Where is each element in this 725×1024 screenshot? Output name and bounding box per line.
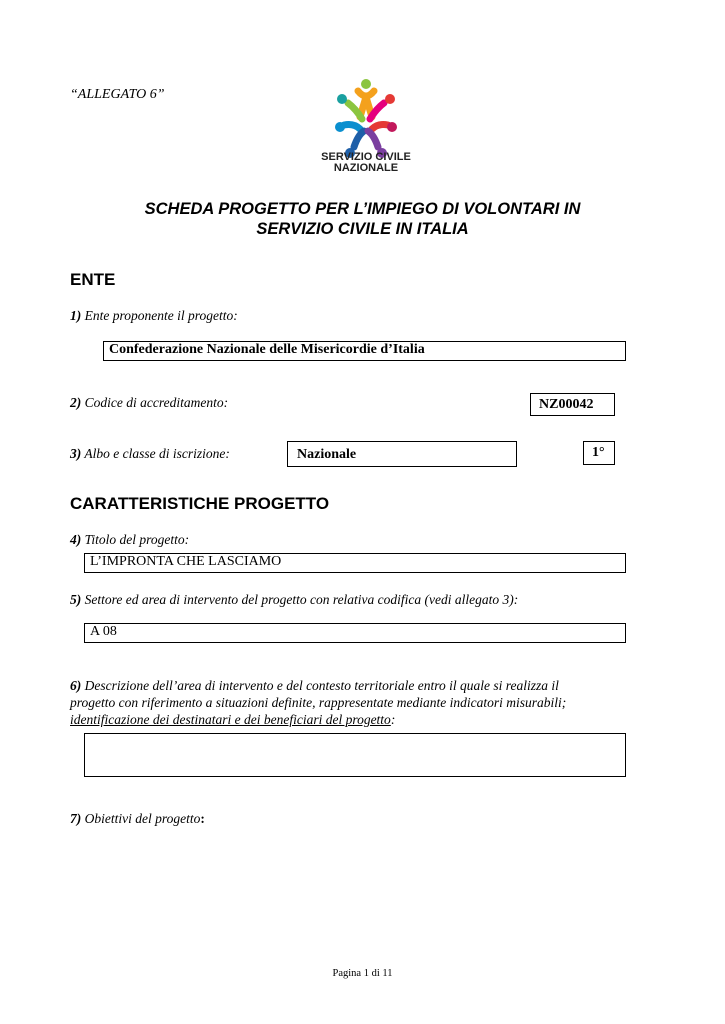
question-label: Albo e classe di iscrizione: (84, 446, 230, 461)
titolo-progetto-value: L’IMPRONTA CHE LASCIAMO (90, 554, 282, 569)
question-1 (70, 308, 238, 324)
question-label-line3: identificazione dei destinatari e dei beneficiari del progetto (70, 712, 391, 727)
question-number: 7) (70, 811, 82, 826)
classe-value: 1° (592, 445, 605, 460)
codice-accreditamento-value: NZ00042 (539, 397, 594, 412)
question-label: Ente proponente il progetto: (84, 308, 238, 323)
section-heading-ente: ENTE (70, 270, 116, 289)
logo-text-line2: NAZIONALE (333, 162, 399, 174)
settore-area-field[interactable] (84, 623, 626, 643)
question-label-suffix: : (390, 712, 396, 727)
question-number: 6) (70, 678, 82, 693)
page-title-line2: SERVIZIO CIVILE IN ITALIA (256, 220, 469, 238)
descrizione-area-field[interactable] (84, 733, 626, 777)
question-number: 5) (70, 592, 82, 607)
section-heading-caratteristiche: CARATTERISTICHE PROGETTO (70, 494, 330, 513)
question-6 (70, 677, 566, 728)
attachment-label: “ALLEGATO 6” (70, 87, 165, 102)
question-label: Codice di accreditamento: (84, 395, 229, 410)
question-label: Obiettivi del progetto (84, 811, 201, 826)
titolo-progetto-field[interactable] (84, 553, 626, 573)
page-title-line1: SCHEDA PROGETTO PER L’IMPIEGO DI VOLONTARI IN (144, 200, 581, 218)
ente-proponente-value: Confederazione Nazionale delle Misericordie d’Italia (109, 342, 425, 357)
question-5 (70, 592, 518, 608)
question-label: Settore ed area di intervento del progetto con relativa codifica (vedi allegato 3): (84, 592, 519, 607)
question-4 (70, 532, 189, 548)
page-number: Pagina 1 di 11 (332, 968, 393, 979)
question-7 (70, 811, 205, 827)
codice-accreditamento-field[interactable] (530, 393, 615, 416)
albo-value: Nazionale (297, 447, 357, 462)
question-label-line2: progetto con riferimento a situazioni definite, rappresentate mediante indicatori misurabili; (70, 695, 567, 710)
question-3 (70, 446, 230, 462)
classe-field[interactable] (583, 441, 615, 465)
settore-area-value: A 08 (90, 624, 117, 639)
albo-field[interactable] (287, 441, 517, 467)
question-number: 4) (70, 532, 82, 547)
question-number: 2) (70, 395, 82, 410)
question-number: 3) (70, 446, 82, 461)
logo-text (305, 152, 427, 174)
page-title (0, 199, 725, 239)
logo-text-line1: SERVIZIO CIVILE (321, 151, 411, 163)
question-colon: : (200, 811, 205, 826)
question-label: Titolo del progetto: (84, 532, 190, 547)
question-label-line1: Descrizione dell’area di intervento e del contesto territoriale entro il quale si realizza il (84, 678, 559, 693)
question-2 (70, 395, 228, 411)
ente-proponente-field[interactable] (103, 341, 626, 361)
question-number: 1) (70, 308, 82, 323)
